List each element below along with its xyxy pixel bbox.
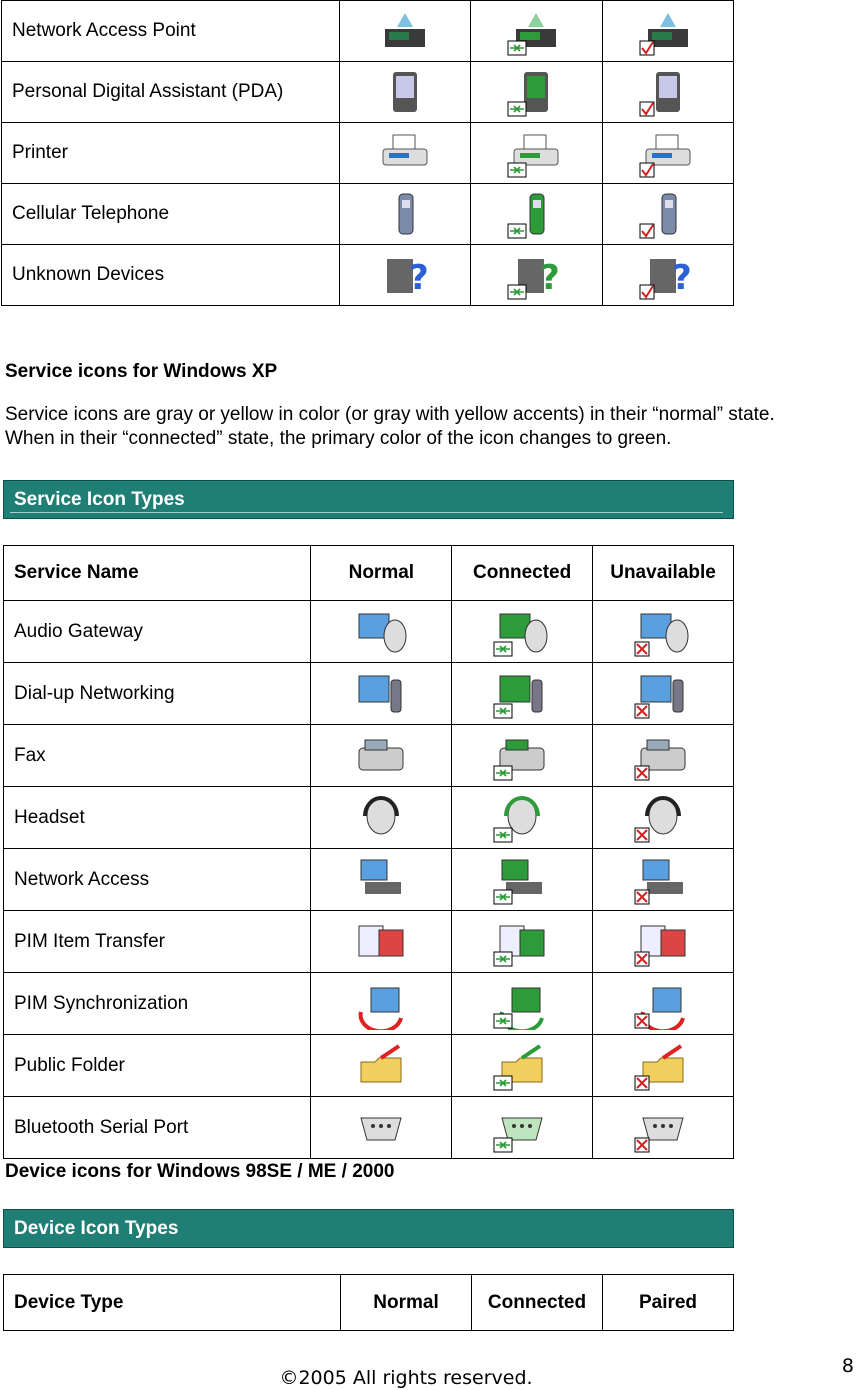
icon-cell-paired (602, 184, 733, 245)
col-unavailable: Unavailable (593, 546, 734, 601)
table-row (4, 601, 734, 663)
icon-cell-unavailable (593, 1097, 734, 1159)
table-row (2, 184, 734, 245)
service-name-label: PIM Synchronization (4, 973, 311, 1035)
serial-port-icon (351, 1102, 411, 1154)
network-access-icon (633, 854, 693, 906)
device-table-header (4, 1275, 734, 1331)
icon-cell-unavailable (593, 663, 734, 725)
col-normal: Normal (341, 1275, 472, 1331)
network-access-icon (351, 854, 411, 906)
icon-cell-connected (471, 62, 602, 123)
serial-port-icon (492, 1102, 552, 1154)
service-name-label: Audio Gateway (4, 601, 311, 663)
device-type-label: Printer (2, 123, 340, 184)
unknown-device-icon (506, 249, 566, 301)
service-section-heading: Service icons for Windows XP (5, 361, 278, 382)
icon-cell-connected (452, 849, 593, 911)
icon-cell-unavailable (593, 601, 734, 663)
headset-icon (492, 792, 552, 844)
table-row (4, 911, 734, 973)
device-type-label: Network Access Point (2, 1, 340, 62)
device-icons-table-continued (1, 0, 734, 306)
banner-rule (10, 512, 723, 513)
device-icon-types-banner (3, 1209, 734, 1248)
headset-icon (633, 792, 693, 844)
service-icon-types-banner (3, 480, 734, 519)
device-type-label: Cellular Telephone (2, 184, 340, 245)
table-row (2, 62, 734, 123)
table-row (4, 787, 734, 849)
table-row (2, 245, 734, 306)
table-row (4, 973, 734, 1035)
svg-text:?: ? (671, 258, 692, 298)
icon-cell-normal (311, 849, 452, 911)
pim-sync-icon (633, 978, 693, 1030)
service-name-label: Dial-up Networking (4, 663, 311, 725)
icon-cell-connected (471, 123, 602, 184)
pim-sync-icon (492, 978, 552, 1030)
table-row (4, 663, 734, 725)
service-icons-table (3, 545, 734, 1159)
network-access-point-icon (375, 5, 435, 57)
col-device-type: Device Type (4, 1275, 341, 1331)
service-table-header (4, 546, 734, 601)
icon-cell-connected (452, 787, 593, 849)
service-name-label: Network Access (4, 849, 311, 911)
table-row (4, 1097, 734, 1159)
col-paired: Paired (603, 1275, 734, 1331)
icon-cell-normal (311, 601, 452, 663)
fax-icon (633, 730, 693, 782)
unknown-device-icon (638, 249, 698, 301)
icon-cell-connected (452, 1035, 593, 1097)
col-normal: Normal (311, 546, 452, 601)
unknown-device-icon (375, 249, 435, 301)
device-icons-table (3, 1274, 734, 1331)
icon-cell-normal (311, 911, 452, 973)
icon-cell-connected (452, 725, 593, 787)
printer-icon (375, 127, 435, 179)
public-folder-icon (633, 1040, 693, 1092)
cell-phone-icon (506, 188, 566, 240)
pda-icon (506, 66, 566, 118)
icon-cell-normal (311, 663, 452, 725)
icon-cell-paired (602, 62, 733, 123)
icon-cell-connected (452, 663, 593, 725)
public-folder-icon (351, 1040, 411, 1092)
dialup-networking-icon (351, 668, 411, 720)
service-name-label: Bluetooth Serial Port (4, 1097, 311, 1159)
fax-icon (351, 730, 411, 782)
public-folder-icon (492, 1040, 552, 1092)
icon-cell-normal (311, 725, 452, 787)
dialup-networking-icon (492, 668, 552, 720)
icon-cell-unavailable (593, 725, 734, 787)
icon-cell-paired (602, 123, 733, 184)
icon-cell-normal (311, 1035, 452, 1097)
serial-port-icon (633, 1102, 693, 1154)
icon-cell-connected (452, 1097, 593, 1159)
svg-text:?: ? (409, 258, 429, 298)
icon-cell-normal (339, 123, 470, 184)
table-row (4, 1035, 734, 1097)
icon-cell-unavailable (593, 787, 734, 849)
icon-cell-connected (452, 973, 593, 1035)
icon-cell-connected (471, 184, 602, 245)
icon-cell-normal (311, 973, 452, 1035)
pim-sync-icon (351, 978, 411, 1030)
network-access-point-icon (638, 5, 698, 57)
icon-cell-unavailable (593, 1035, 734, 1097)
device-type-label: Unknown Devices (2, 245, 340, 306)
icon-cell-unavailable (593, 849, 734, 911)
service-name-label: PIM Item Transfer (4, 911, 311, 973)
device-banner-title: Device Icon Types (14, 1218, 179, 1239)
pim-item-transfer-icon (351, 916, 411, 968)
col-connected: Connected (452, 546, 593, 601)
icon-cell-connected (471, 1, 602, 62)
cell-phone-icon (638, 188, 698, 240)
device-section-heading: Device icons for Windows 98SE / ME / 2000 (5, 1161, 395, 1182)
icon-cell-paired (602, 1, 733, 62)
cell-phone-icon (375, 188, 435, 240)
icon-cell-paired (602, 245, 733, 306)
network-access-icon (492, 854, 552, 906)
service-name-label: Public Folder (4, 1035, 311, 1097)
fax-icon (492, 730, 552, 782)
table-row (4, 849, 734, 911)
service-name-label: Headset (4, 787, 311, 849)
audio-gateway-icon (351, 606, 411, 658)
icon-cell-connected (452, 911, 593, 973)
icon-cell-normal (311, 787, 452, 849)
icon-cell-connected (452, 601, 593, 663)
icon-cell-connected (471, 245, 602, 306)
svg-text:?: ? (540, 258, 561, 298)
copyright-footer: ©2005 All rights reserved. (279, 1367, 533, 1389)
service-banner-title: Service Icon Types (14, 489, 185, 510)
col-connected: Connected (472, 1275, 603, 1331)
icon-cell-normal (339, 184, 470, 245)
service-name-label: Fax (4, 725, 311, 787)
icon-cell-unavailable (593, 911, 734, 973)
icon-cell-normal (339, 62, 470, 123)
icon-cell-normal (339, 1, 470, 62)
service-section-paragraph: Service icons are gray or yellow in color (or gray with yellow accents) in their “normal” state. When in their “connected” state, the primary color of the icon changes to green. (5, 404, 775, 449)
dialup-networking-icon (633, 668, 693, 720)
audio-gateway-icon (633, 606, 693, 658)
network-access-point-icon (506, 5, 566, 57)
table-row (2, 1, 734, 62)
col-service-name: Service Name (4, 546, 311, 601)
page-number: 8 (841, 1355, 854, 1377)
pda-icon (375, 66, 435, 118)
pim-item-transfer-icon (492, 916, 552, 968)
printer-icon (638, 127, 698, 179)
icon-cell-normal (311, 1097, 452, 1159)
device-type-label: Personal Digital Assistant (PDA) (2, 62, 340, 123)
icon-cell-normal (339, 245, 470, 306)
headset-icon (351, 792, 411, 844)
pda-icon (638, 66, 698, 118)
printer-icon (506, 127, 566, 179)
table-row (2, 123, 734, 184)
audio-gateway-icon (492, 606, 552, 658)
icon-cell-unavailable (593, 973, 734, 1035)
table-row (4, 725, 734, 787)
pim-item-transfer-icon (633, 916, 693, 968)
